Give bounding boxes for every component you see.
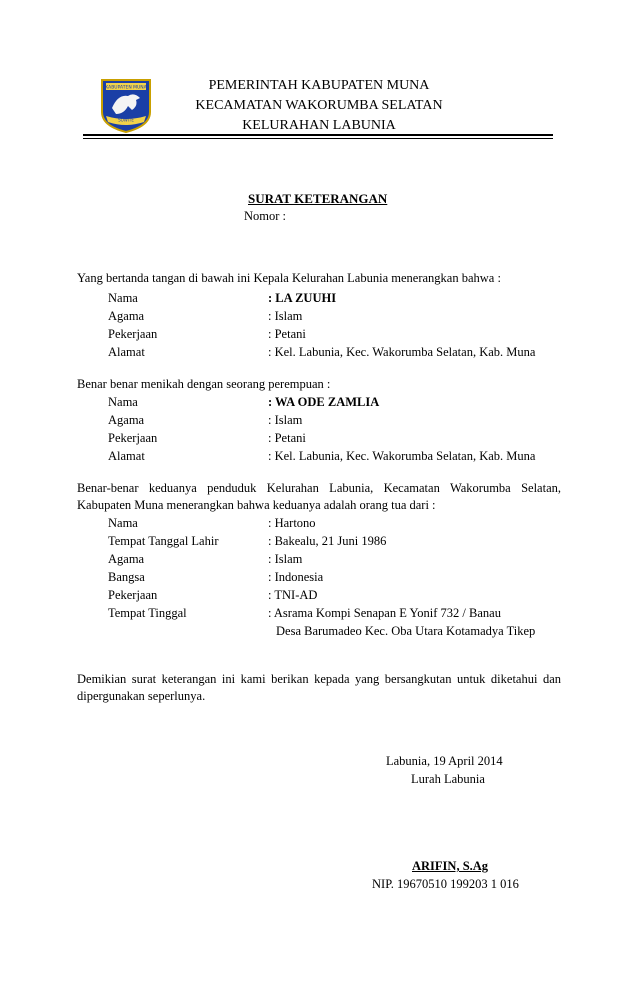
closing-paragraph: Demikian surat keterangan ini kami berikan kepada yang bersangkutan untuk diketahui dan dipergunakan seperlunya.: [77, 672, 561, 703]
p2-label-alamat: Alamat: [108, 449, 145, 463]
signature-position: Lurah Labunia: [411, 772, 485, 786]
parents-paragraph: Benar-benar keduanya penduduk Kelurahan Labunia, Kecamatan Wakorumba Selatan, Kabupaten Muna menerangkan bahwa keduanya adalah orang tua dari :: [77, 481, 561, 512]
signature-name: ARIFIN, S.Ag: [412, 859, 489, 873]
logo-bottom-text: SOWITE: [118, 117, 134, 123]
child-label-tempat-tinggal: Tempat Tinggal: [108, 606, 187, 620]
p1-label-alamat: Alamat: [108, 345, 145, 359]
child-address-continued: Desa Barumadeo Kec. Oba Utara Kotamadya Tikep: [276, 624, 536, 638]
p1-value-pekerjaan: : Petani: [268, 327, 306, 341]
signature-nip: NIP. 19670510 199203 1 016: [372, 877, 519, 891]
child-value-ttl: : Bakealu, 21 Juni 1986: [268, 534, 387, 548]
child-value-agama: : Islam: [268, 552, 303, 566]
child-value-pekerjaan: : TNI-AD: [268, 588, 318, 602]
p2-label-nama: Nama: [108, 395, 138, 409]
p1-value-nama: : LA ZUUHI: [268, 291, 337, 305]
logo-top-text: KABUPATEN MUNA: [105, 85, 147, 91]
married-text: Benar benar menikah dengan seorang perempuan :: [77, 377, 331, 391]
child-label-nama: Nama: [108, 516, 138, 530]
p1-label-pekerjaan: Pekerjaan: [108, 327, 158, 341]
p2-value-alamat: : Kel. Labunia, Kec. Wakorumba Selatan, Kab. Muna: [268, 449, 536, 463]
child-label-agama: Agama: [108, 552, 145, 566]
p1-value-alamat: : Kel. Labunia, Kec. Wakorumba Selatan, Kab. Muna: [268, 345, 536, 359]
document-title: SURAT KETERANGAN: [248, 191, 388, 206]
p2-value-nama: : WA ODE ZAMLIA: [268, 395, 380, 409]
child-label-pekerjaan: Pekerjaan: [108, 588, 158, 602]
p2-label-pekerjaan: Pekerjaan: [108, 431, 158, 445]
child-value-tempat-tinggal: : Asrama Kompi Senapan E Yonif 732 / Banau: [268, 606, 501, 620]
child-value-bangsa: : Indonesia: [268, 570, 324, 584]
child-value-nama: : Hartono: [268, 516, 316, 530]
child-label-ttl: Tempat Tanggal Lahir: [108, 534, 219, 548]
header-rule-thick: [83, 134, 553, 136]
p1-label-nama: Nama: [108, 291, 138, 305]
child-label-bangsa: Bangsa: [108, 570, 145, 584]
header-line-2: KECAMATAN WAKORUMBA SELATAN: [195, 98, 443, 113]
header-line-1: PEMERINTAH KABUPATEN MUNA: [208, 78, 430, 93]
intro-text: Yang bertanda tangan di bawah ini Kepala Kelurahan Labunia menerangkan bahwa :: [77, 271, 501, 285]
document-number: Nomor :: [244, 209, 287, 223]
p2-value-pekerjaan: : Petani: [268, 431, 306, 445]
p1-value-agama: : Islam: [268, 309, 303, 323]
p2-value-agama: : Islam: [268, 413, 303, 427]
header-line-3: KELURAHAN LABUNIA: [242, 118, 396, 133]
signature-place-date: Labunia, 19 April 2014: [386, 754, 503, 768]
p2-label-agama: Agama: [108, 413, 145, 427]
header-rule-thin: [83, 138, 553, 139]
p1-label-agama: Agama: [108, 309, 145, 323]
